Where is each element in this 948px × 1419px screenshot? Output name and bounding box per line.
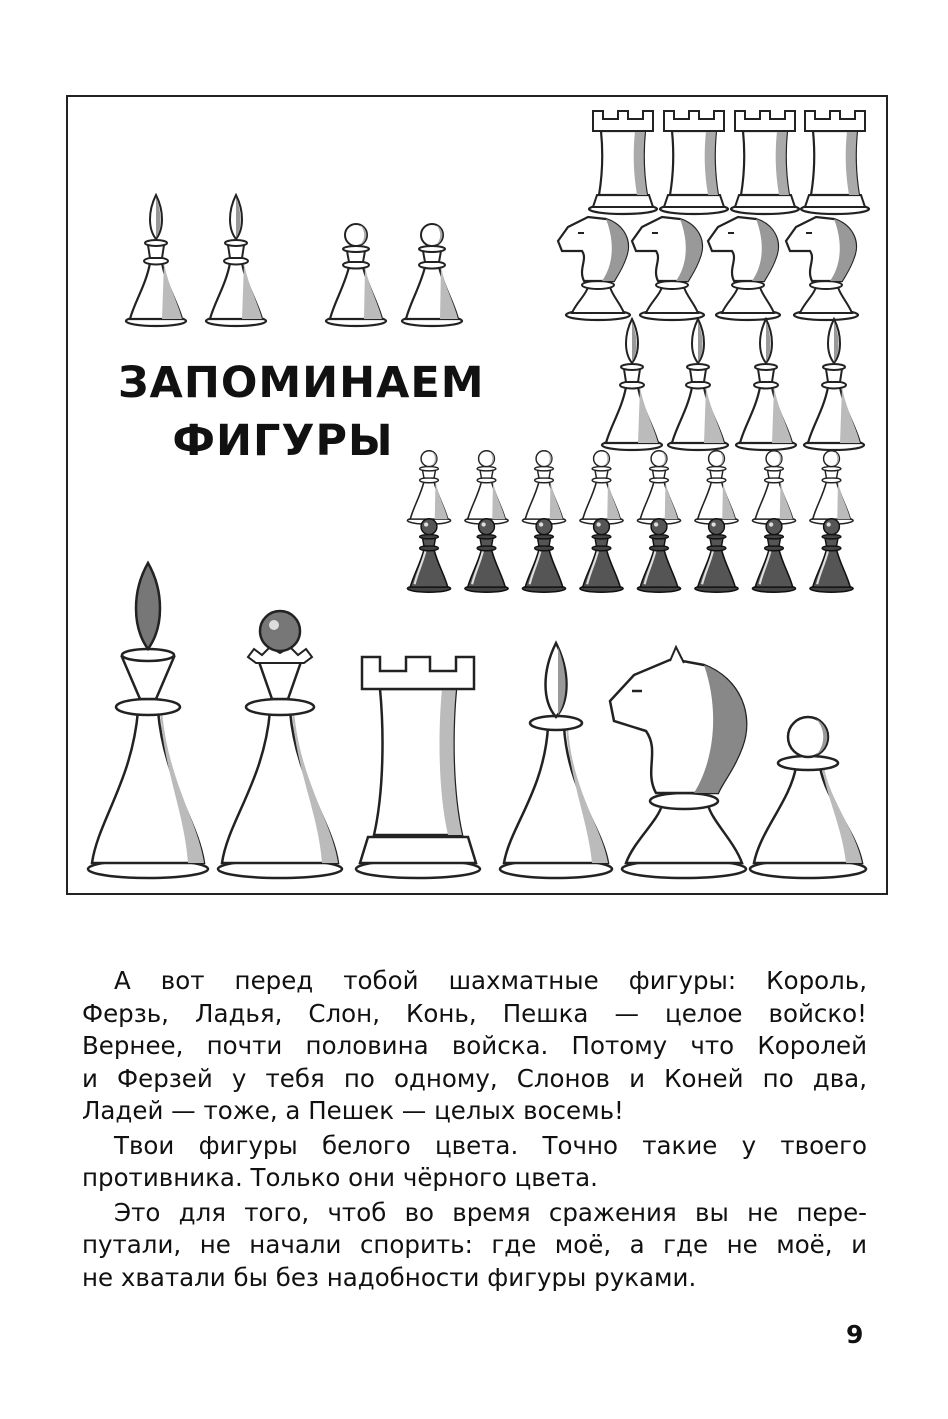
bishop-icon — [206, 195, 266, 326]
pawn-icon — [522, 519, 565, 592]
pawn-icon — [752, 451, 795, 524]
pawn-icon — [465, 519, 508, 592]
text-line: и Ферзей у тебя по одному, Слонов и Коней по два, — [82, 1063, 867, 1093]
rook-icon — [731, 111, 799, 214]
knight-icon — [558, 217, 630, 320]
chess-pieces-artwork — [68, 97, 888, 895]
chess-pieces-illustration — [66, 95, 888, 895]
heading-line-2: ФИГУРЫ — [172, 416, 394, 466]
bishop-icon — [602, 319, 662, 450]
text-line: Твои фигуры белого цвета. Точно такие у твоего — [114, 1130, 867, 1160]
pawn-icon — [580, 451, 623, 524]
text-line: Вернее, почти половина войска. Потому что Королей — [82, 1031, 867, 1060]
pawn-icon — [402, 224, 462, 326]
page-number: 9 — [846, 1320, 864, 1349]
pawn-icon — [750, 717, 866, 878]
pawn-icon — [326, 224, 386, 326]
knight-row — [558, 217, 858, 320]
heading-line-1: ЗАПОМИНАЕМ — [118, 358, 485, 408]
rook-icon — [589, 111, 657, 214]
pawn-icon — [695, 451, 738, 524]
text-line: противника. Только они чёрного цвета. — [82, 1163, 598, 1192]
knight-icon — [632, 217, 704, 320]
knight-icon — [610, 647, 746, 878]
text-line: не хватали бы без надобности фигуры руками. — [82, 1262, 697, 1292]
bishop-icon — [126, 195, 186, 326]
black-pawn-row — [407, 519, 853, 592]
illustration-heading — [118, 354, 485, 470]
pawn-icon — [580, 519, 623, 592]
pawn-icon — [695, 519, 738, 592]
text-line: путали, не начали спорить: где моё, а где не моё, и — [82, 1230, 867, 1259]
rook-icon — [660, 111, 728, 214]
rook-icon — [801, 111, 869, 214]
bottom-pieces — [88, 563, 866, 878]
rook-icon — [356, 657, 480, 878]
white-pawn-row — [407, 451, 853, 524]
bishop-row — [602, 319, 864, 450]
bishop-icon — [804, 319, 864, 450]
knight-icon — [708, 217, 780, 320]
top-left-pieces — [126, 195, 462, 326]
bishop-icon — [668, 319, 728, 450]
pawn-icon — [752, 519, 795, 592]
pawn-icon — [810, 519, 853, 592]
queen-icon — [218, 611, 342, 878]
text-line: А вот перед тобой шахматные фигуры: Король, — [114, 966, 867, 995]
pawn-icon — [637, 519, 680, 592]
text-line: Ферзь, Ладья, Слон, Конь, Пешка — целое войско! — [82, 998, 867, 1028]
pawn-icon — [810, 451, 853, 524]
bishop-icon — [736, 319, 796, 450]
king-icon — [88, 563, 208, 878]
paragraph-2 — [82, 1130, 867, 1195]
knight-icon — [786, 217, 858, 320]
pawn-icon — [522, 451, 565, 524]
bishop-icon — [500, 643, 612, 878]
paragraph-3 — [82, 1197, 867, 1295]
body-text — [82, 965, 867, 1296]
text-line: Ладей — тоже, а Пешек — целых восемь! — [82, 1096, 624, 1125]
paragraph-1 — [82, 965, 867, 1128]
rook-row — [589, 111, 869, 214]
pawn-icon — [465, 451, 508, 524]
text-line: Это для того, чтоб во время сражения вы не пере- — [114, 1197, 867, 1227]
pawn-icon — [637, 451, 680, 524]
pawn-icon — [407, 519, 450, 592]
